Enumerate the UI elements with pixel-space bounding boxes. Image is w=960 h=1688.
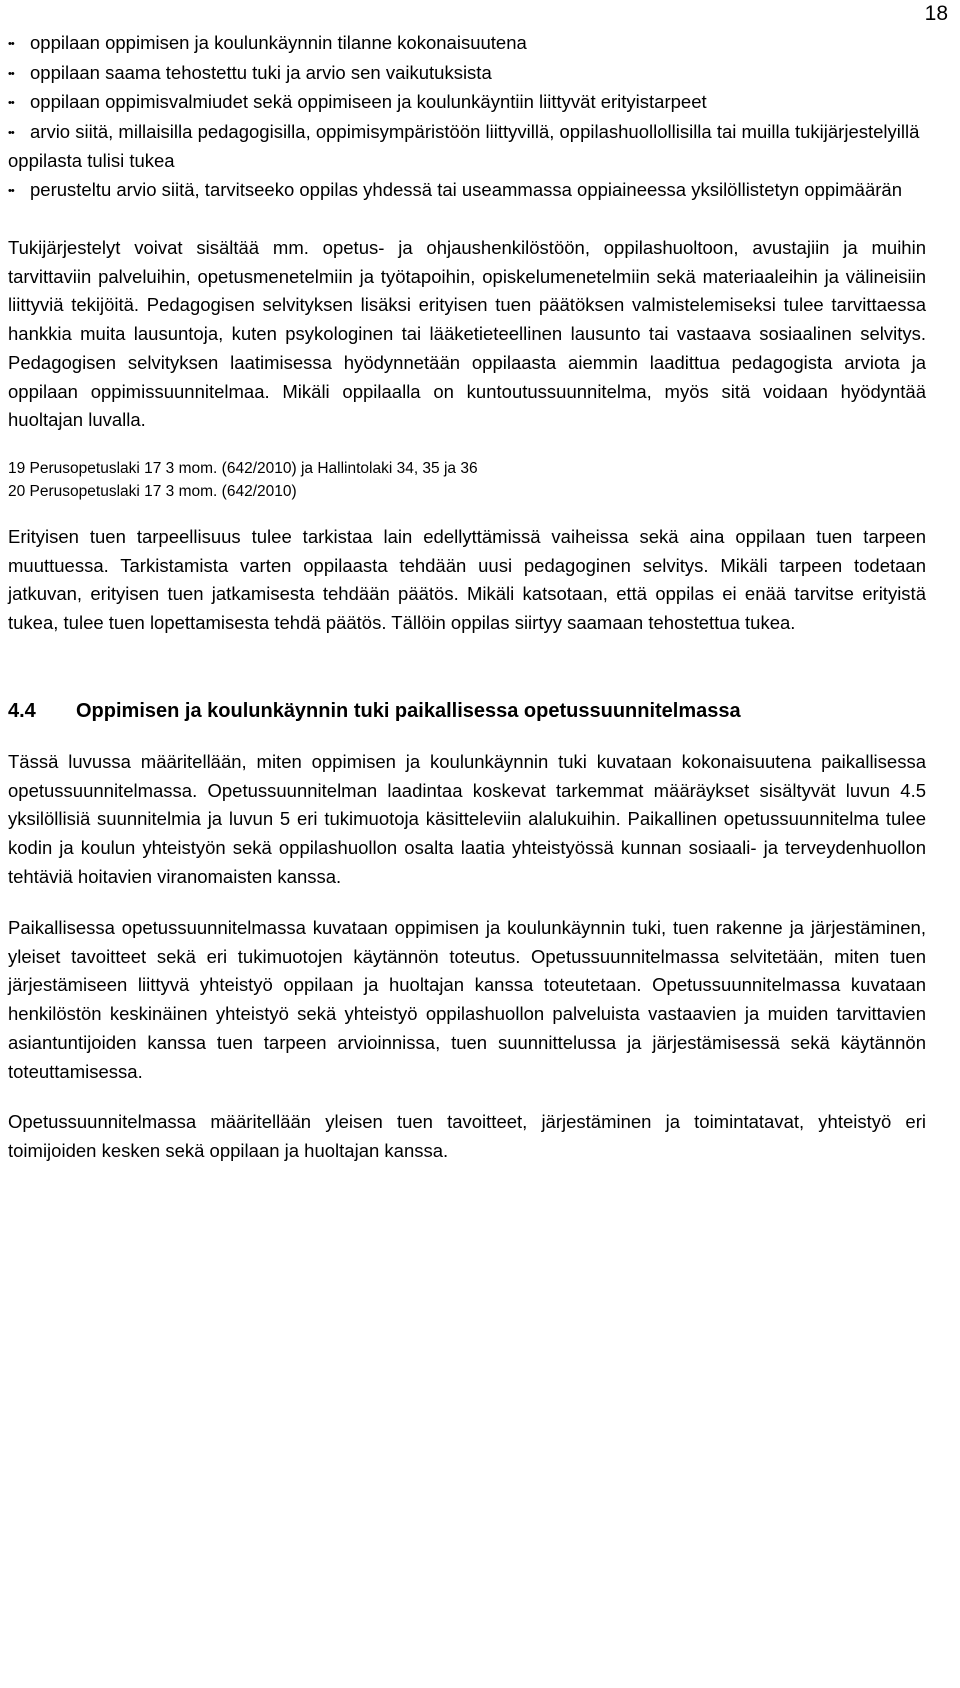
bullet-icon: ••	[8, 97, 14, 110]
section-title: Oppimisen ja koulunkäynnin tuki paikallisessa opetussuunnitelmassa	[76, 700, 741, 722]
footnote: 19 Perusopetuslaki 17 3 mom. (642/2010) ja Hallintolaki 34, 35 ja 36	[8, 460, 478, 477]
list-item-text: oppilaan saama tehostettu tuki ja arvio sen vaikutuksista	[30, 61, 492, 83]
section-heading	[8, 696, 926, 726]
assessment-bullet-list	[8, 29, 926, 206]
list-item-text: oppilaan oppimisen ja koulunkäynnin tilanne kokonaisuutena	[30, 32, 527, 53]
list-item-text: arvio siitä, millaisilla pedagogisilla, oppimisympäristöön liittyvillä, oppilashuollollisilla tai muilla tukijärjestelyillä oppilasta tulisi tukea	[8, 120, 920, 172]
page-number: 18	[924, 2, 948, 25]
bullet-icon: ••	[8, 67, 14, 80]
section-number: 4.4	[8, 700, 36, 722]
list-item	[8, 176, 926, 206]
section-paragraph: Tässä luvussa määritellään, miten oppimisen ja koulunkäynnin tuki kuvataan kokonaisuutena paikallisessa opetussuunnitelmassa. Opetussuunnitelman laadintaa koskevat tarkemmat määräykset sisältyvät luvun 4.5 yksilöllisiä suunnitelmia ja luvun 5 eri tukimuotoja käsitteleviin alalukuihin. Paikallinen opetussuunnitelma tulee kodin ja koulun yhteistyön sekä oppilashuollon osalta laatia yhteistyössä kunnan sosiaali- ja terveydenhuollon tehtäviä hoitavien viranomaisten kanssa.	[8, 751, 926, 887]
section-paragraph: Opetussuunnitelmassa määritellään yleisen tuen tavoitteet, järjestäminen ja toimintatavat, yhteistyö eri toimijoiden kesken sekä oppilaan ja huoltajan kanssa.	[8, 1111, 926, 1161]
list-item	[8, 29, 926, 59]
bullet-icon: ••	[8, 184, 14, 197]
bullet-icon: ••	[8, 126, 14, 139]
list-item	[8, 118, 926, 176]
list-item-text: oppilaan oppimisvalmiudet sekä oppimiseen ja koulunkäyntiin liittyvät erityistarpeet	[30, 91, 707, 113]
review-paragraph: Erityisen tuen tarpeellisuus tulee tarkistaa lain edellyttämissä vaiheissa sekä aina oppilaan tuen tarpeen muuttuessa. Tarkistamista varten oppilaasta tehdään uusi pedagoginen selvitys. Mikäli tarpeen todetaan jatkuvan, erityisen tuen jatkamisesta tehdään päätös. Mikäli katsotaan, että oppilas ei enää tarvitse erityistä tukea, tulee tuen lopettamisesta tehdä päätös. Tällöin oppilas siirtyy saamaan tehostettua tukea.	[8, 526, 926, 634]
list-item-text: perusteltu arvio siitä, tarvitseeko oppilas yhdessä tai useammassa oppiaineessa yksilöllistetyn oppimäärän	[30, 178, 903, 200]
section-paragraph: Paikallisessa opetussuunnitelmassa kuvataan oppimisen ja koulunkäynnin tuki, tuen rakenne ja järjestäminen, yleiset tavoitteet sekä eri tukimuotojen käytännön toteutus. Opetussuunnitelmassa selvitetään, miten tuen järjestämiseen liittyvä yhteistyö oppilaan ja huoltajan kanssa toteutetaan. Opetussuunnitelmassa kuvataan henkilöstön keskinäinen yhteistyö sekä yhteistyö oppilashuollon palveluista vastaavien ja muiden tarvittavien asiantuntijoiden kanssa tuen tarpeen arvioinnissa, tuen suunnittelussa ja järjestämisessä sekä käytännön toteuttamisessa.	[8, 917, 926, 1082]
footnote: 20 Perusopetuslaki 17 3 mom. (642/2010)	[8, 483, 297, 500]
footnotes	[8, 457, 926, 503]
list-item	[8, 88, 926, 118]
support-arrangements-paragraph: Tukijärjestelyt voivat sisältää mm. opetus- ja ohjaushenkilöstöön, oppilashuoltoon, avustajiin ja muihin tarvittaviin palveluihin, opetusmenetelmiin ja työtapoihin, opiskelumenetelmiin sekä materiaaleihin ja välineisiin liittyviä tekijöitä. Pedagogisen selvityksen lisäksi erityisen tuen päätöksen valmistelemiseksi tulee tarvittaessa hankkia muita lausuntoja, kuten psykologinen tai lääketieteellinen lausunto tai vastaava sosiaalinen selvitys. Pedagogisen selvityksen laatimisessa hyödynnetään oppilaasta aiemmin laadittua pedagogista arviota ja oppilaan oppimissuunnitelmaa. Mikäli oppilaalla on kuntoutussuunnitelma, myös sitä voidaan hyödyntää huoltajan luvalla.	[8, 237, 926, 431]
bullet-icon: ••	[8, 38, 14, 50]
list-item	[8, 59, 926, 89]
